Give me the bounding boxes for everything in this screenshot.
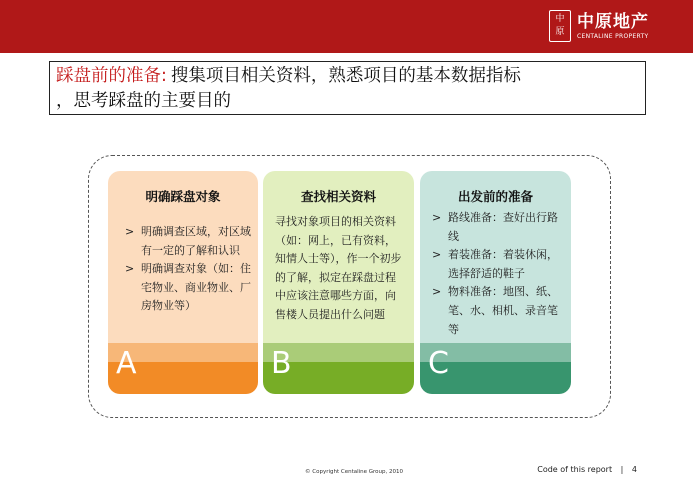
card-b-band — [263, 343, 414, 394]
step-card-b — [263, 171, 414, 394]
card-c-heading: 出发前的准备 — [457, 189, 533, 204]
list-item: > 物料准备：地图、纸、笔、水、相机、录音笔等 — [432, 283, 560, 339]
step-card-a — [108, 171, 258, 394]
card-b-body — [275, 213, 405, 325]
logo-name-en: CENTALINE PROPERTY — [577, 32, 649, 40]
list-item: > 着装准备：着装休闲，选择舒适的鞋子 — [432, 246, 560, 283]
title-line1-text: 搜集项目相关资料，熟悉项目的基本数据指标 — [170, 66, 521, 86]
card-c-body — [432, 209, 560, 339]
footer-report-info — [537, 465, 637, 474]
card-c-letter: C — [428, 346, 449, 381]
page-number: 4 — [631, 465, 637, 474]
list-item: > 明确调查对象（如：住宅物业、商业物业、厂房物业等） — [125, 260, 260, 316]
card-b-letter: B — [271, 346, 292, 381]
footer-report-label: Code of this report — [537, 465, 613, 474]
header-bar — [0, 0, 693, 53]
card-c-band — [420, 343, 571, 394]
centaline-logo — [549, 8, 649, 44]
card-a-letter: A — [116, 346, 137, 381]
card-b-heading: 查找相关资料 — [300, 189, 376, 204]
step-card-c — [420, 171, 571, 394]
card-a-body — [125, 223, 260, 316]
card-a-band — [108, 343, 258, 394]
centaline-seal-icon: 中 原 — [549, 10, 571, 42]
list-item: > 明确调查区域，对区域有一定的了解和认识 — [125, 223, 260, 260]
slide-title — [49, 61, 646, 115]
title-highlight: 踩盘前的准备: — [56, 66, 167, 86]
footer-separator: | — [620, 465, 624, 474]
card-a-heading: 明确踩盘对象 — [145, 189, 221, 204]
footer-copyright: © Copyright Centaline Group, 2010 — [305, 469, 404, 475]
card-b-paragraph: 寻找对象项目的相关资料（如：网上，已有资料，知情人士等），作一个初步的了解，拟定在踩盘过程中应该注意哪些方面，向售楼人员提出什么问题 — [275, 215, 402, 321]
title-line2-text: ，思考踩盘的主要目的 — [56, 91, 231, 111]
list-item: > 路线准备：查好出行路线 — [432, 209, 560, 246]
logo-name-cn: 中原地产 — [577, 11, 649, 32]
